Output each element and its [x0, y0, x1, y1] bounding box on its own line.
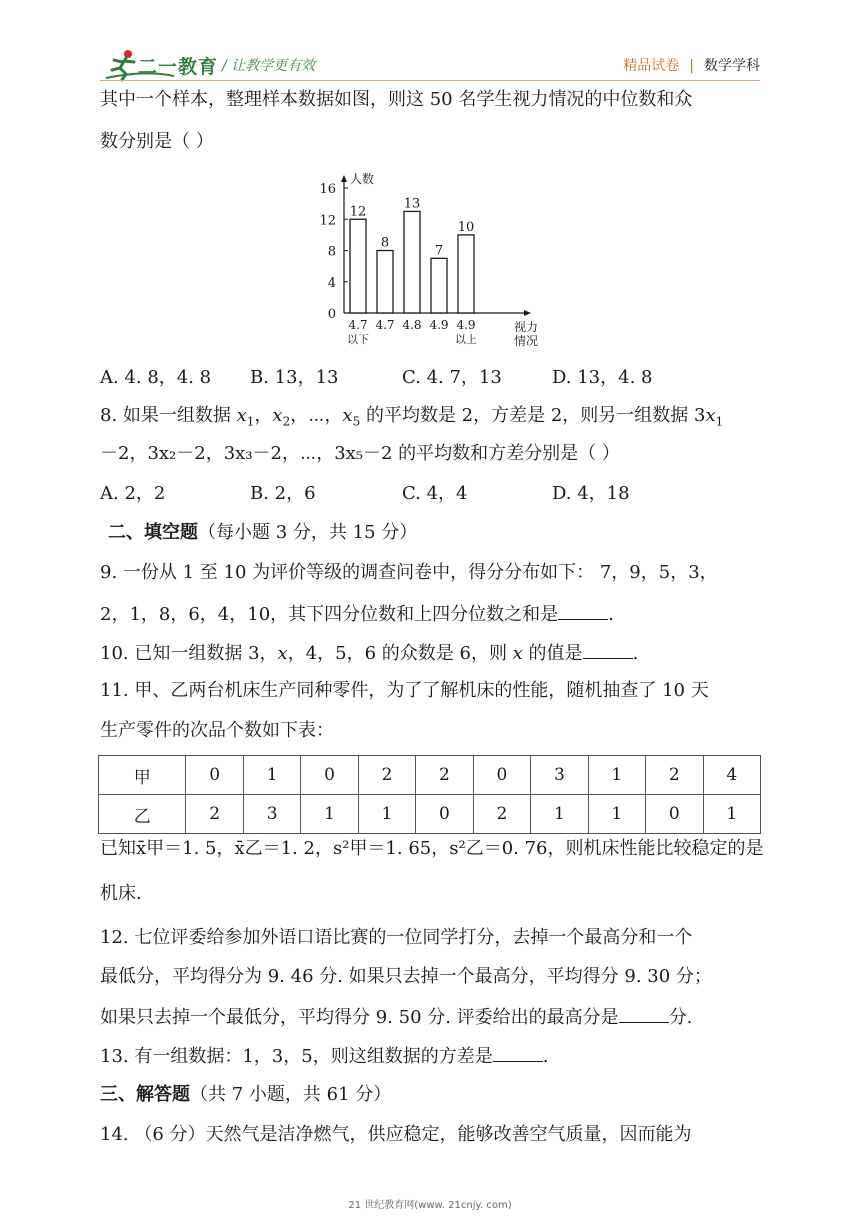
- q8-sub: 2: [282, 414, 291, 429]
- table-row: [99, 756, 761, 795]
- table-cell: 2: [646, 756, 703, 795]
- table-cell: 0: [416, 795, 473, 834]
- q10-text: 10. 已知一组数据 3，: [100, 643, 278, 664]
- q10-var: x: [512, 643, 523, 664]
- q8-text: 的平均数是 2，方差是 2，则另一组数据 3: [360, 405, 706, 426]
- q7-option-d: D. 13，4. 8: [552, 367, 653, 388]
- x-tick-label: 4.8: [402, 318, 422, 332]
- q12-line2: 最低分，平均得分为 9. 46 分. 如果只去掉一个最高分，平均得分 9. 30 分；: [100, 966, 712, 987]
- table-cell: 2: [416, 756, 473, 795]
- x-tick-label-sub: 以上: [455, 333, 477, 346]
- table-cell: 甲: [99, 756, 186, 795]
- bar-value-label: 13: [403, 196, 421, 212]
- q11-line1: 11. 甲、乙两台机床生产同种零件，为了了解机床的性能，随机抽查了 10 天: [100, 680, 709, 701]
- page-footer: 21 世纪教育网(www. 21cnjy. com): [348, 1200, 512, 1211]
- section2-title: 二、填空题: [108, 522, 198, 543]
- q8-text-a: 8. 如果一组数据: [100, 405, 237, 426]
- q7-line2: 数分别是（ ）: [100, 131, 214, 152]
- q9-end: .: [608, 604, 614, 625]
- bar-value-label: 7: [434, 243, 444, 259]
- q9-answer-blank: [558, 601, 608, 620]
- bar: [377, 251, 393, 314]
- table-cell: 1: [358, 795, 415, 834]
- section2-note: （每小题 3 分，共 15 分）: [198, 522, 418, 543]
- table-cell: 4: [703, 756, 761, 795]
- bar-value-label: 12: [349, 204, 367, 220]
- q10-end: .: [632, 643, 639, 664]
- q12-answer-blank: [619, 1004, 669, 1023]
- x-tick-label: 4.7: [375, 318, 395, 332]
- table-cell: 0: [646, 795, 703, 834]
- q10-line: [100, 640, 638, 666]
- table-cell: 0: [186, 756, 243, 795]
- page-header: [0, 0, 860, 86]
- q8-text: ，⋯，: [290, 405, 343, 426]
- header-subject: 数学学科: [704, 58, 760, 74]
- q10-answer-blank: [583, 640, 633, 659]
- table-row: [99, 795, 761, 834]
- q7-option-b: B. 13，13: [250, 367, 339, 388]
- q8-text: ，: [254, 405, 273, 426]
- x-axis-label: 情况: [514, 334, 539, 348]
- x-tick-label: 4.7: [348, 318, 368, 332]
- q13-text: 13. 有一组数据：1，3，5，则这组数据的方差是: [100, 1046, 493, 1067]
- x-tick-label: 4.9: [429, 318, 449, 332]
- q7-options: [100, 366, 760, 392]
- section2-heading: [108, 521, 417, 545]
- logo-text: 二一教育: [138, 56, 219, 78]
- table-cell: 3: [531, 756, 588, 795]
- y-tick-label: 4: [327, 275, 336, 291]
- table-cell: 1: [588, 756, 645, 795]
- table-cell: 2: [186, 795, 243, 834]
- q13-answer-blank: [493, 1043, 543, 1062]
- y-tick-label: 0: [327, 307, 336, 322]
- table-cell: 1: [301, 795, 358, 834]
- section3-note: （共 7 小题，共 61 分）: [190, 1084, 392, 1105]
- q12-line1: 12. 七位评委给参加外语口语比赛的一位同学打分，去掉一个最高分和一个: [100, 927, 693, 948]
- bar-value-label: 10: [457, 219, 475, 235]
- y-tick-label: 16: [319, 182, 336, 197]
- q8-line1: [100, 404, 723, 434]
- bar: [404, 211, 420, 313]
- q9-text: 2，1，8，6，4，10，其下四分位数和上四分位数之和是: [100, 604, 559, 625]
- table-cell: 0: [301, 756, 358, 795]
- q13-line: [100, 1043, 548, 1069]
- q7-option-c: C. 4. 7，13: [402, 367, 502, 388]
- header-separator: |: [689, 58, 694, 74]
- x-tick-label-sub: 以下: [347, 333, 369, 346]
- section3-heading: [100, 1083, 391, 1107]
- y-tick-label: 8: [327, 244, 336, 260]
- header-tag: 精品试卷: [623, 58, 680, 74]
- q8-var: x: [342, 405, 353, 426]
- q11-stats-line: 已知x̄甲＝1. 5，x̄乙＝1. 2，s²甲＝1. 65，s²乙＝0. 76，则机床性能比较稳定的是: [100, 838, 764, 859]
- table-cell: 乙: [99, 795, 186, 834]
- bar: [431, 258, 447, 313]
- q7-line1: 其中一个样本，整理样本数据如图，则这 50 名学生视力情况的中位数和众: [100, 89, 693, 110]
- q8-option-a: A. 2，2: [100, 483, 166, 504]
- header-divider: [100, 80, 760, 81]
- x-tick-label: 4.9: [456, 318, 476, 332]
- table-cell: 0: [473, 756, 530, 795]
- table-cell: 3: [243, 795, 300, 834]
- q8-option-d: D. 4，18: [552, 483, 630, 504]
- section3-title: 三、解答题: [100, 1084, 190, 1105]
- q8-options: [100, 482, 760, 508]
- chart-svg: [300, 168, 550, 354]
- q14-line1: 14. （6 分）天然气是洁净燃气，供应稳定，能够改善空气质量，因而能为: [100, 1124, 692, 1145]
- q10-var: x: [277, 643, 288, 664]
- q7-option-a: A. 4. 8，4. 8: [100, 367, 212, 388]
- q8-option-b: B. 2，6: [250, 483, 316, 504]
- bar-chart: [300, 168, 550, 354]
- q8-sub: 1: [715, 414, 724, 429]
- table-cell: 2: [358, 756, 415, 795]
- bar: [458, 235, 474, 313]
- q9-line1: 9. 一份从 1 至 10 为评价等级的调查问卷中，得分分布如下： 7，9，5，3，: [100, 562, 718, 583]
- header-right: [623, 55, 760, 75]
- table-cell: 2: [473, 795, 530, 834]
- y-tick-label: 12: [319, 213, 336, 229]
- table-cell: 1: [588, 795, 645, 834]
- q11-line2: 生产零件的次品个数如下表：: [100, 720, 334, 741]
- q12-line3: [100, 1004, 692, 1030]
- q12-end: 分.: [668, 1007, 693, 1028]
- q8-var: x: [705, 405, 716, 426]
- bar: [350, 219, 366, 313]
- q13-end: .: [542, 1046, 549, 1067]
- q8-var: x: [272, 405, 283, 426]
- q10-text: 的值是: [522, 643, 583, 664]
- q8-option-c: C. 4，4: [402, 483, 468, 504]
- table-cell: 1: [531, 795, 588, 834]
- q10-text: ，4，5，6 的众数是 6，则: [287, 643, 513, 664]
- bar-value-label: 8: [380, 235, 390, 251]
- x-axis-label: 视力: [514, 320, 539, 334]
- y-axis-arrow: [341, 175, 347, 182]
- q8-sub: 1: [246, 414, 255, 429]
- q8-var: x: [236, 405, 247, 426]
- q8-sub: 5: [352, 414, 361, 429]
- table-cell: 1: [703, 795, 761, 834]
- x-axis-arrow: [524, 310, 531, 316]
- header-slogan: / 让教学更有效: [222, 58, 316, 74]
- q9-line2: [100, 601, 614, 627]
- defects-table: [98, 755, 761, 834]
- q12-text: 如果只去掉一个最低分，平均得分 9. 50 分. 评委给出的最高分是: [100, 1007, 619, 1028]
- q8-line2: －2，3x₂－2，3x₃－2，⋯，3x₅－2 的平均数和方差分别是（ ）: [100, 443, 620, 464]
- table-cell: 1: [243, 756, 300, 795]
- y-axis-label: 人数: [350, 172, 375, 186]
- q11-line-end: 机床.: [100, 883, 142, 904]
